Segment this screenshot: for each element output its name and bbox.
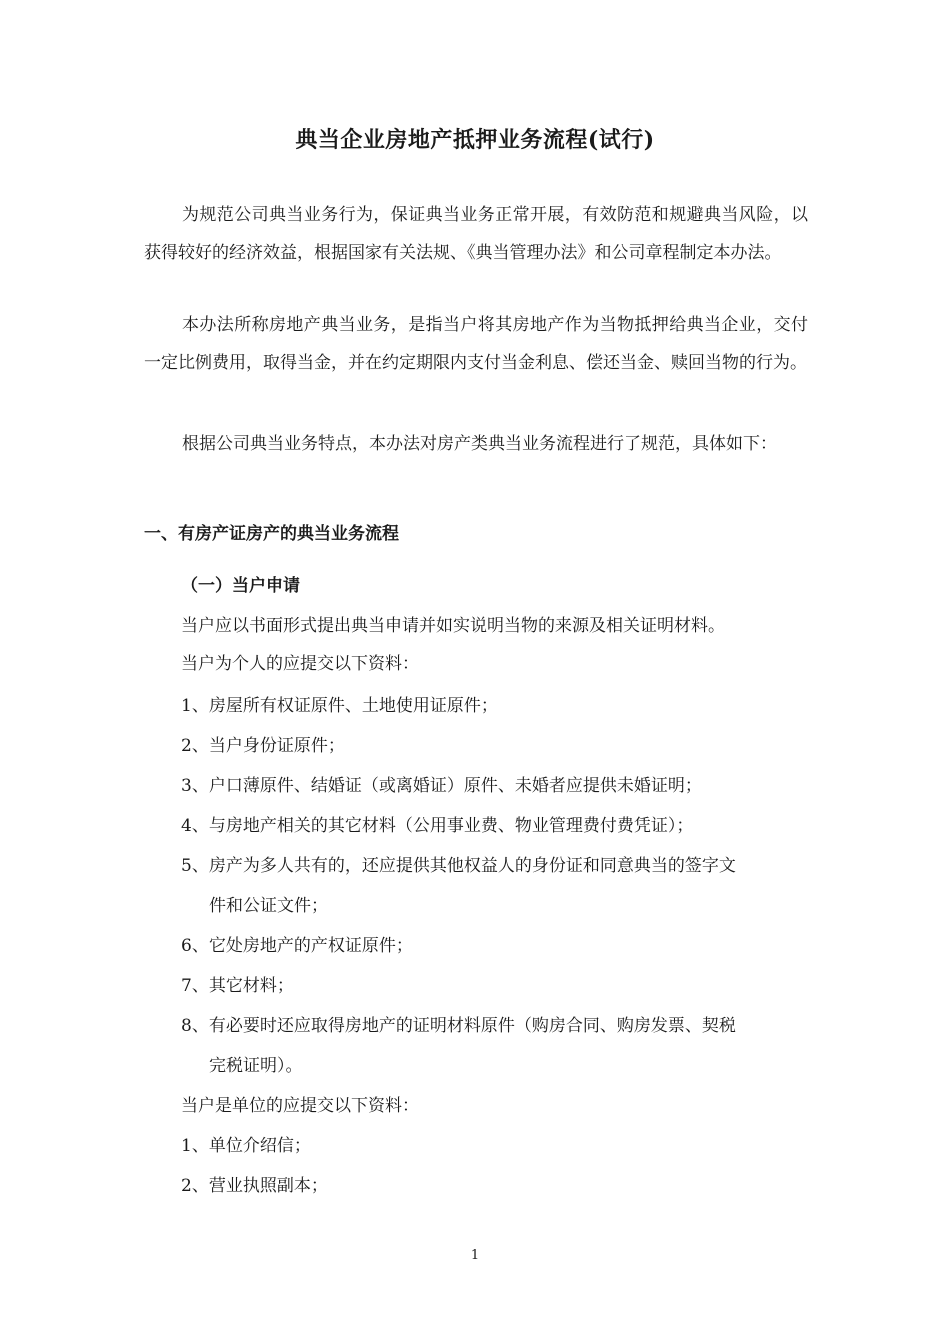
list-item-text: 有必要时还应取得房地产的证明材料原件（购房合同、购房发票、契税 xyxy=(208,1016,736,1036)
paragraph-text: 本办法所称房地产典当业务，是指当户将其房地产作为当物抵押给典当企业，交付一定比例费用，取得当金，并在约定期限内支付当金利息、偿还当金、赎回当物的行为。 xyxy=(144,315,808,373)
list-item-text: 营业执照副本； xyxy=(208,1176,328,1196)
list-item xyxy=(181,766,809,806)
list-item xyxy=(181,806,809,846)
list-item-text: 它处房地产的产权证原件； xyxy=(208,936,413,956)
list-item xyxy=(181,1126,809,1166)
paragraph-text: 为规范公司典当业务行为，保证典当业务正常开展，有效防范和规避典当风险，以获得较好的经济效益，根据国家有关法规、《典当管理办法》和公司章程制定本办法。 xyxy=(144,205,808,263)
subsection-heading: （一）当户申请 xyxy=(181,576,300,596)
list-item-number: 3、 xyxy=(181,776,209,796)
list-item-text: 与房地产相关的其它材料（公用事业费、物业管理费付费凭证）； xyxy=(208,816,694,836)
list-item-text: 房产为多人共有的，还应提供其他权益人的身份证和同意典当的签字文 xyxy=(208,856,736,876)
list-item-number: 2、 xyxy=(181,736,209,756)
list-item-text: 房屋所有权证原件、土地使用证原件； xyxy=(208,696,498,716)
paragraph-text: 根据公司典当业务特点，本办法对房产类典当业务流程进行了规范，具体如下： xyxy=(182,434,777,454)
list-item xyxy=(181,1166,809,1206)
list-item-text: 户口薄原件、结婚证（或离婚证）原件、未婚者应提供未婚证明； xyxy=(208,776,702,796)
section-heading: 一、有房产证房产的典当业务流程 xyxy=(144,524,399,544)
list-item-number: 7、 xyxy=(181,976,209,996)
list-item-continuation: 件和公证文件； xyxy=(209,896,328,916)
list-item-text: 单位介绍信； xyxy=(208,1136,311,1156)
list-item-text: 其它材料； xyxy=(208,976,294,996)
intro-paragraph-2 xyxy=(144,306,808,382)
list-item xyxy=(181,926,809,966)
list-item-number: 1、 xyxy=(181,696,209,716)
list-item xyxy=(181,846,809,926)
list-item-number: 2、 xyxy=(181,1176,209,1196)
list-item xyxy=(181,1006,809,1086)
list-item xyxy=(181,726,809,766)
list-item xyxy=(181,686,809,726)
list-item-number: 8、 xyxy=(181,1016,209,1036)
application-description: 当户应以书面形式提出典当申请并如实说明当物的来源及相关证明材料。 xyxy=(181,616,725,636)
intro-paragraph-1 xyxy=(144,196,808,272)
list-item-number: 6、 xyxy=(181,936,209,956)
unit-materials-intro: 当户是单位的应提交以下资料： xyxy=(181,1096,419,1116)
list-item-number: 5、 xyxy=(181,856,209,876)
intro-paragraph-3 xyxy=(144,422,808,466)
page-number: 1 xyxy=(470,1248,480,1263)
list-item xyxy=(181,966,809,1006)
list-item-number: 4、 xyxy=(181,816,209,836)
list-item-text: 当户身份证原件； xyxy=(208,736,345,756)
list-item-continuation: 完税证明）。 xyxy=(209,1056,303,1076)
list-item-number: 1、 xyxy=(181,1136,209,1156)
individual-materials-intro: 当户为个人的应提交以下资料： xyxy=(181,654,419,674)
document-title: 典当企业房地产抵押业务流程(试行) xyxy=(295,127,655,153)
